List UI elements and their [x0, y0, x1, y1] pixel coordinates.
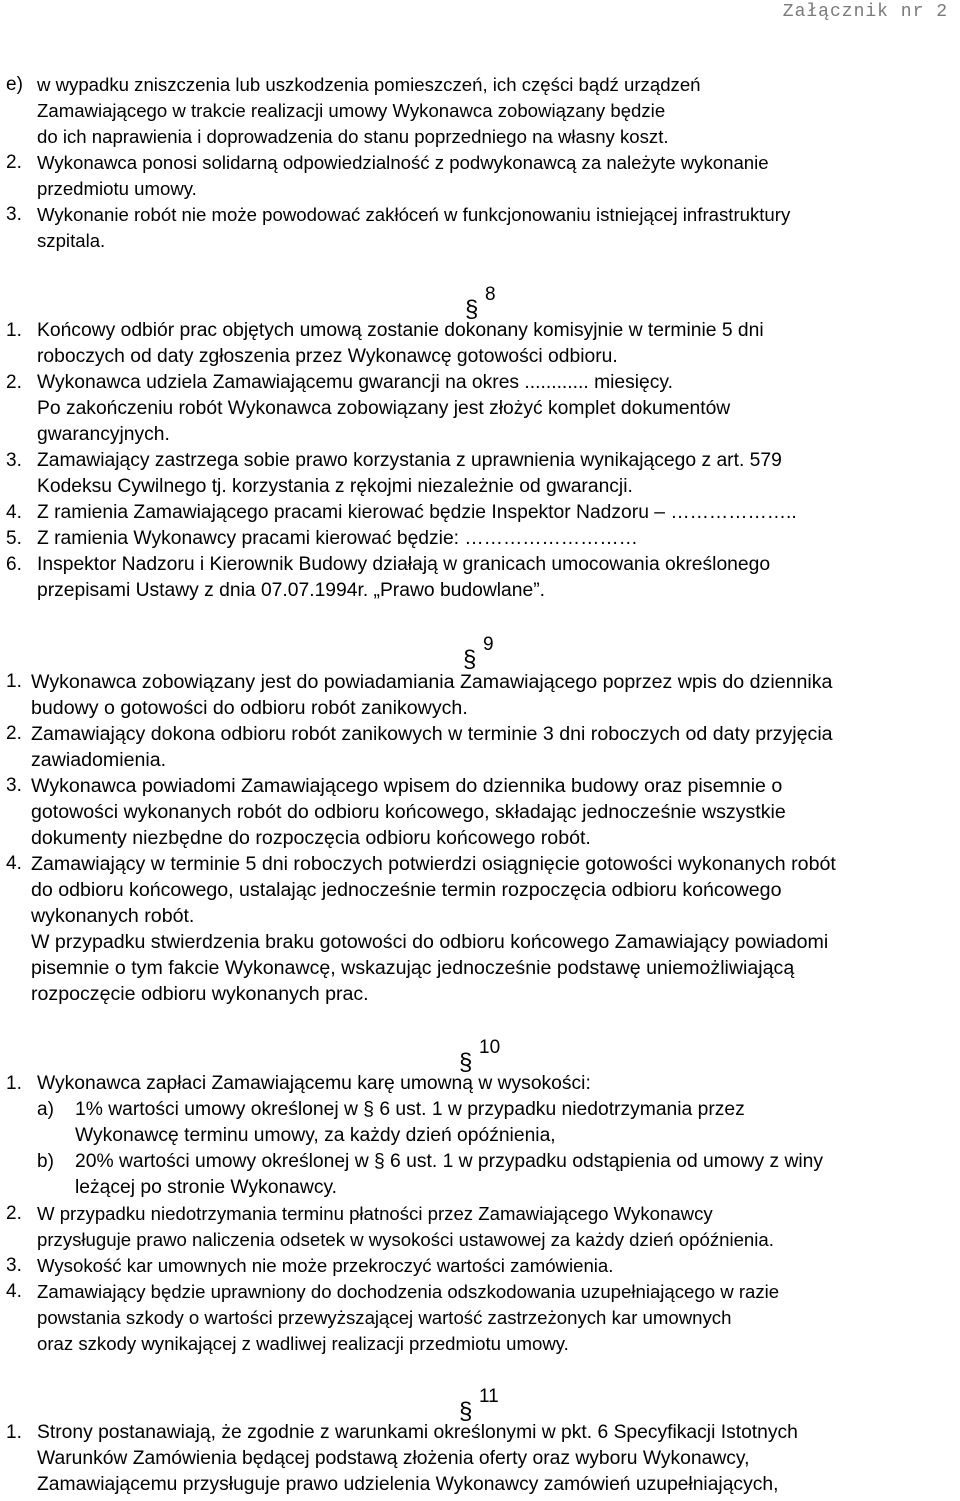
list-item: 3. Zamawiający zastrzega sobie prawo korzystania z uprawnienia wynikającego z art. 579: [6, 450, 782, 471]
list-item: przedmiotu umowy.: [37, 178, 197, 199]
clauses-block-10: [0, 1071, 960, 1357]
list-item: 3. Wykonawca powiadomi Zamawiającego wpisem do dziennika budowy oraz pisemnie o: [6, 775, 783, 797]
clauses-block-8: [0, 318, 960, 604]
list-item: gwarancyjnych.: [37, 424, 170, 445]
list-item: Po zakończeniu robót Wykonawca zobowiązany jest złożyć komplet dokumentów: [37, 398, 731, 419]
list-item: a) 1% wartości umowy określonej w § 6 ust. 1 w przypadku niedotrzymania przez: [37, 1099, 745, 1120]
attachment-label: Załącznik nr 2: [782, 2, 948, 22]
clauses-block-continued: [0, 72, 960, 254]
list-item: 4. Zamawiający w terminie 5 dni roboczych potwierdzi osiągnięcie gotowości wykonanych robót: [6, 853, 836, 875]
list-item: 3. Wykonanie robót nie może powodować zakłóceń w funkcjonowaniu istniejącej infrastruktury: [6, 204, 791, 225]
list-item: 1. Wykonawca zobowiązany jest do powiadamiania Zamawiającego poprzez wpis do dziennika: [6, 671, 833, 693]
list-item: oraz szkody wynikającej z wadliwej realizacji przedmiotu umowy.: [37, 1333, 569, 1354]
list-item: 2. W przypadku niedotrzymania terminu płatności przez Zamawiającego Wykonawcy: [6, 1203, 713, 1224]
list-item: pisemnie o tym fakcie Wykonawcę, wskazując jednocześnie podstawę uniemożliwiającą: [31, 957, 795, 979]
list-item: 1. Strony postanawiają, że zgodnie z warunkami określonymi w pkt. 6 Specyfikacji Istotnych: [6, 1422, 798, 1443]
list-item: leżącej po stronie Wykonawcy.: [75, 1177, 338, 1198]
list-item: szpitala.: [37, 230, 106, 251]
list-item: 2. Wykonawca udziela Zamawiającemu gwarancji na okres ............ miesięcy.: [6, 372, 673, 393]
list-item: 5. Z ramienia Wykonawcy pracami kierować będzie: ………………………: [6, 528, 638, 549]
list-item: b) 20% wartości umowy określonej w § 6 ust. 1 w przypadku odstąpienia od umowy z winy: [37, 1151, 824, 1172]
list-item: wykonanych robót.: [31, 905, 195, 927]
list-item: zawiadomienia.: [31, 749, 167, 771]
list-item: 2. Wykonawca ponosi solidarną odpowiedzialność z podwykonawcą za należyte wykonanie: [6, 152, 769, 173]
list-item: gotowości wykonanych robót do odbioru końcowego, składając jednocześnie wszystkie: [31, 801, 786, 823]
list-item: 4. Zamawiający będzie uprawniony do dochodzenia odszkodowania uzupełniającego w razie: [6, 1281, 780, 1302]
list-item: roboczych od daty zgłoszenia przez Wykonawcę gotowości odbioru.: [37, 346, 618, 367]
list-item: powstania szkody o wartości przewyższającej wartość zastrzeżonych kar umownych: [37, 1307, 732, 1328]
list-item: e) w wypadku zniszczenia lub uszkodzenia pomieszczeń, ich części bądź urządzeń: [6, 74, 701, 95]
list-item: 4. Z ramienia Zamawiającego pracami kierować będzie Inspektor Nadzoru – ………………..: [6, 502, 797, 523]
list-item: 3. Wysokość kar umownych nie może przekroczyć wartości zamówienia.: [6, 1255, 614, 1276]
list-item: Wykonawcę terminu umowy, za każdy dzień opóźnienia,: [75, 1125, 556, 1146]
list-item: 1. Końcowy odbiór prac objętych umową zostanie dokonany komisyjnie w terminie 5 dni: [6, 320, 764, 341]
list-item: do odbioru końcowego, ustalając jednocześnie termin rozpoczęcia odbioru końcowego: [31, 879, 782, 901]
clauses-block-11: [0, 1420, 960, 1498]
list-item: Zamawiającego w trakcie realizacji umowy Wykonawca zobowiązany będzie: [37, 100, 666, 121]
list-item: dokumenty niezbędne do rozpoczęcia odbioru końcowego robót.: [31, 827, 591, 849]
list-item: 1. Wykonawca zapłaci Zamawiającemu karę umowną w wysokości:: [6, 1073, 591, 1094]
list-item: przysługuje prawo naliczenia odsetek w wysokości ustawowej za każdy dzień opóźnienia.: [37, 1229, 774, 1250]
list-item: 2. Zamawiający dokona odbioru robót zanikowych w terminie 3 dni roboczych od daty przyjęcia: [6, 723, 833, 745]
list-item: do ich naprawienia i doprowadzenia do stanu poprzedniego na własny koszt.: [37, 126, 669, 147]
list-item: 6. Inspektor Nadzoru i Kierownik Budowy działają w granicach umocowania określonego: [6, 554, 771, 575]
list-item: Kodeksu Cywilnego tj. korzystania z rękojmi niezależnie od gwarancji.: [37, 476, 633, 497]
list-item: przepisami Ustawy z dnia 07.07.1994r. „Prawo budowlane”.: [37, 580, 546, 601]
list-item: rozpoczęcie odbioru wykonanych prac.: [31, 983, 369, 1005]
list-item: Warunków Zamówienia będącej podstawą złożenia oferty oraz wyboru Wykonawcy,: [37, 1448, 750, 1469]
list-item: W przypadku stwierdzenia braku gotowości do odbioru końcowego Zamawiający powiadomi: [31, 931, 829, 953]
list-item: Zamawiającemu przysługuje prawo udzielenia Wykonawcy zamówień uzupełniających,: [37, 1474, 779, 1495]
list-item: budowy o gotowości do odbioru robót zanikowych.: [31, 697, 468, 719]
clauses-block-9: [0, 669, 960, 1007]
